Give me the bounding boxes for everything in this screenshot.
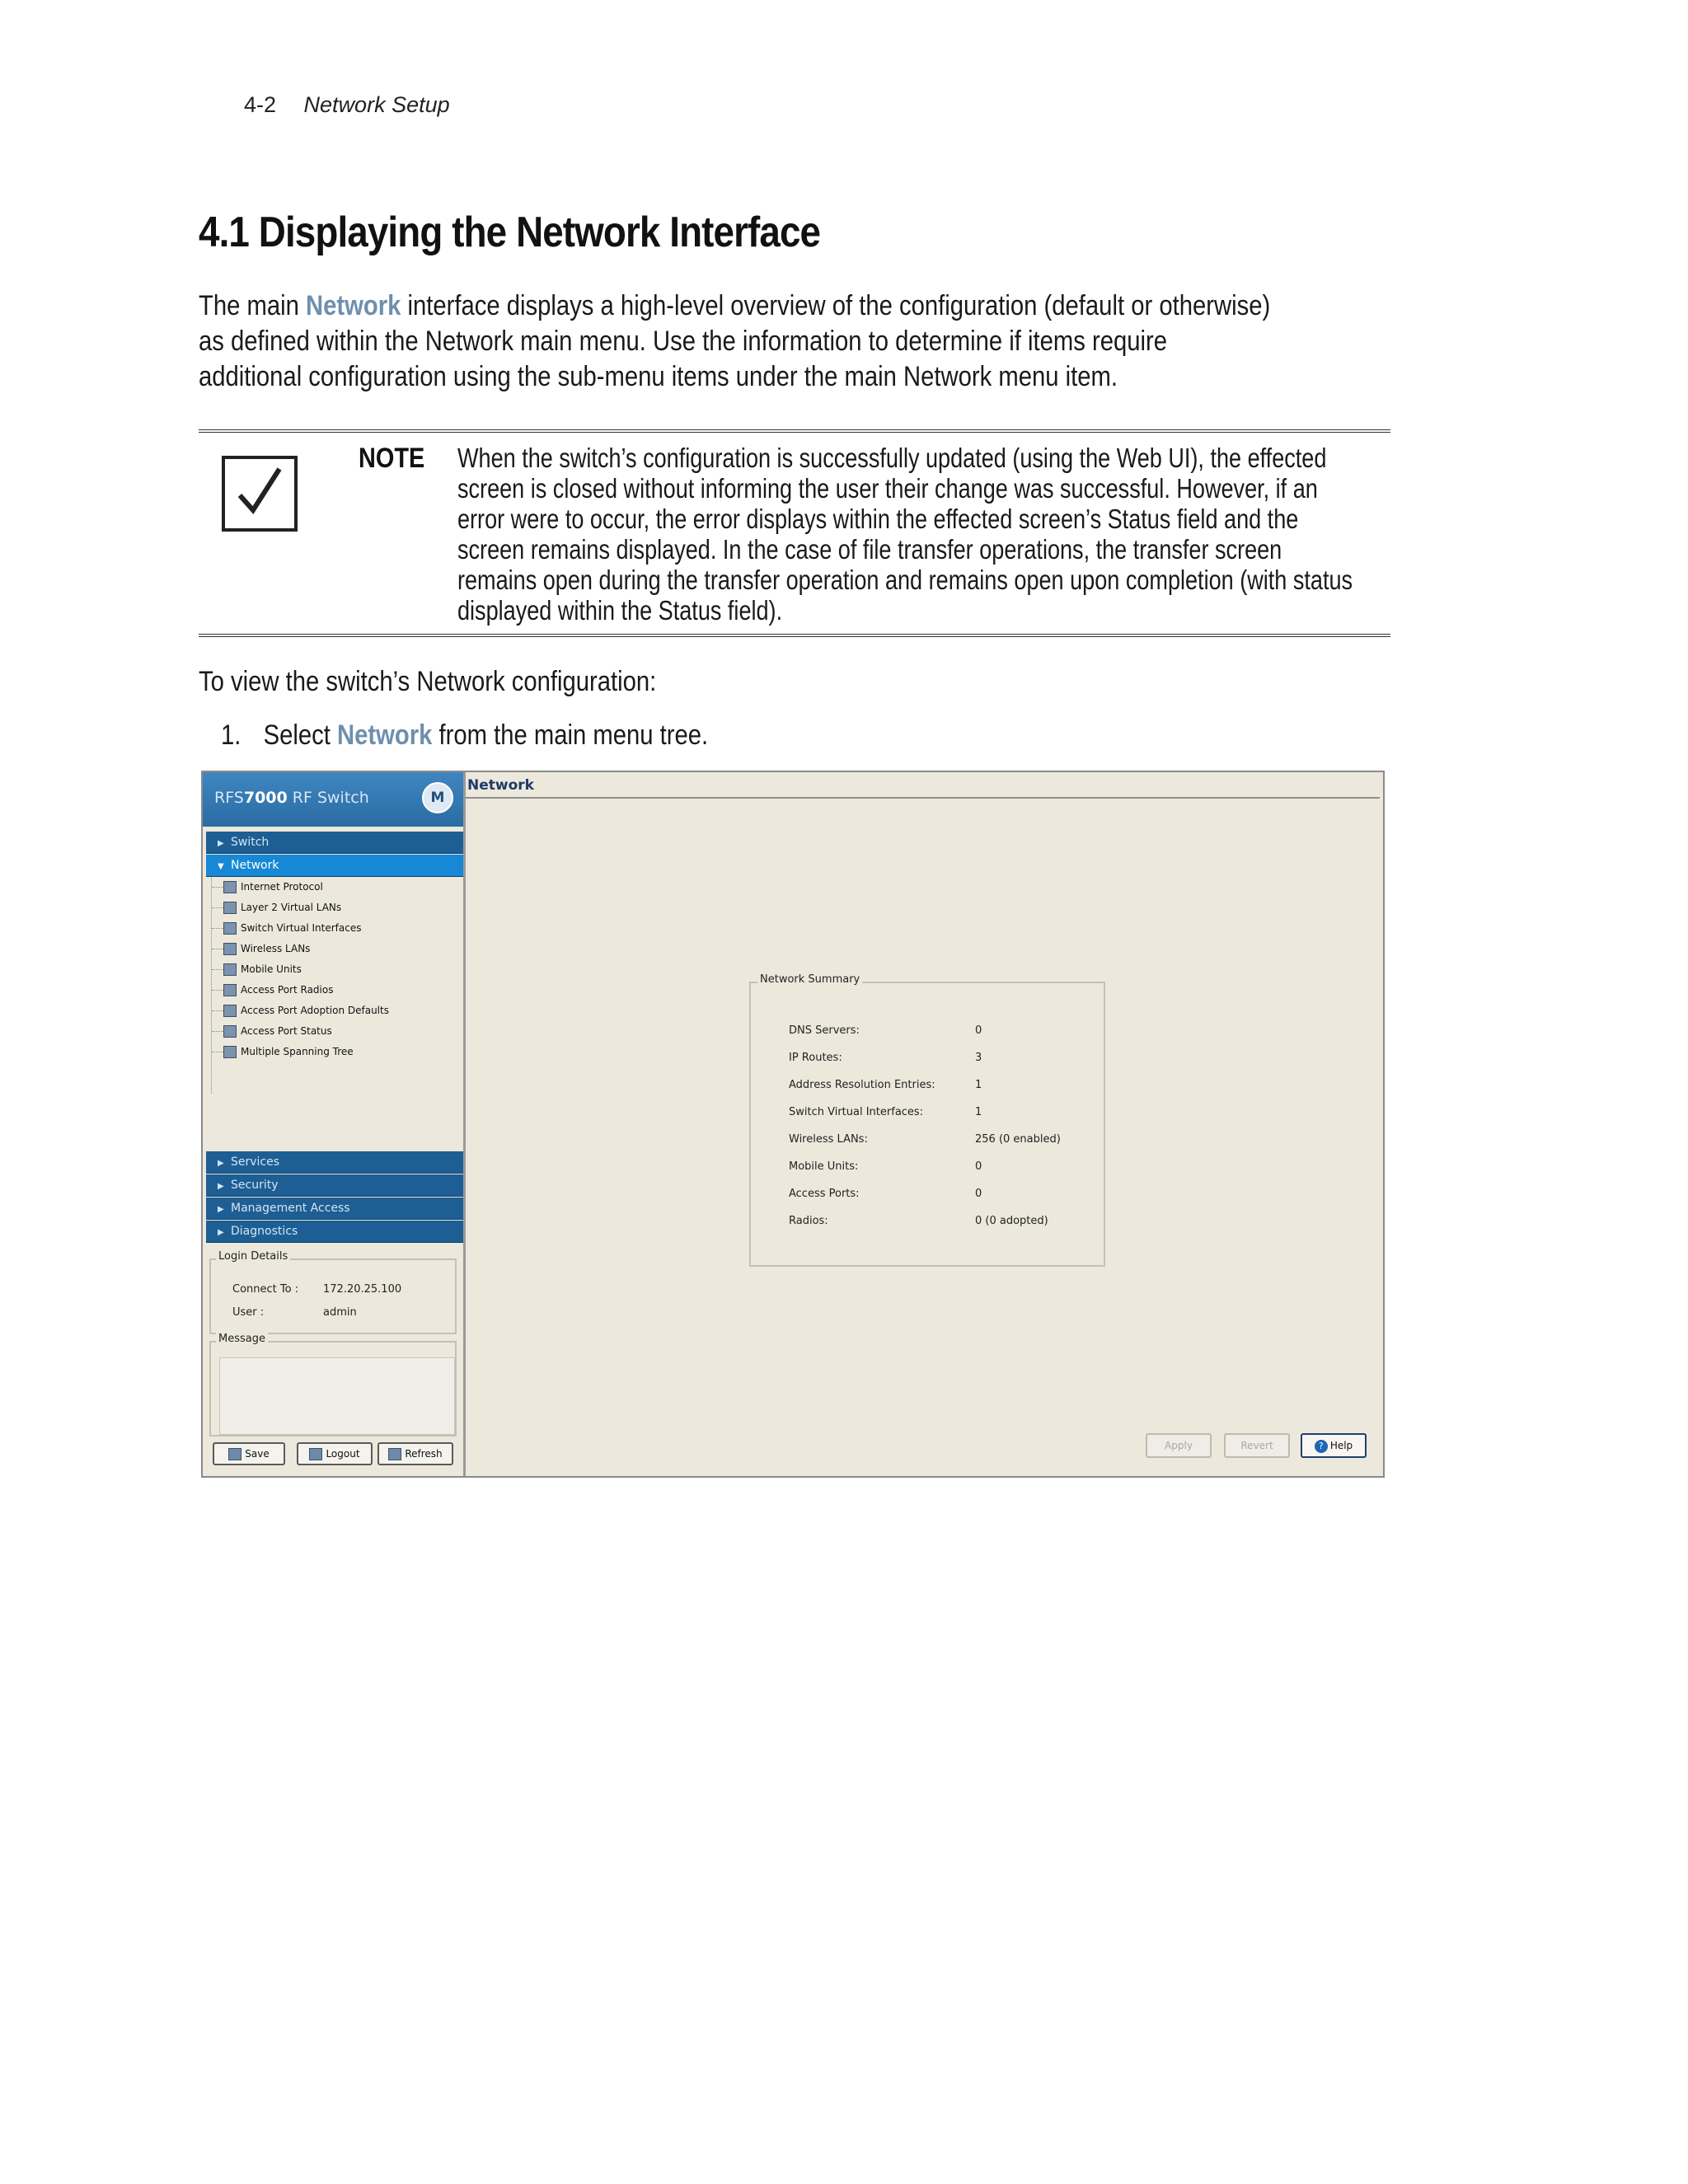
tree-item-svi[interactable] (212, 919, 362, 937)
connect-to-label: Connect To : (232, 1283, 299, 1296)
summary-value: 0 (0 adopted) (975, 1215, 1048, 1227)
login-details-group (209, 1250, 457, 1334)
tree-label: Access Port Status (241, 1025, 332, 1037)
running-header (244, 92, 450, 118)
intro-keyword: Network (306, 290, 401, 321)
adoption-icon (223, 1005, 237, 1017)
note-box (199, 429, 1390, 637)
revert-button[interactable]: Revert (1224, 1433, 1290, 1458)
logout-icon (309, 1448, 322, 1460)
vlan-icon (223, 902, 237, 914)
intro-suffix: interface displays a high-level overview of the configuration (default or otherwise) as defined within the Network main menu. Use the information to determine if items require additional configuration using the sub-menu items under the main Network menu item. (199, 290, 1271, 392)
brand-model: 7000 (243, 789, 288, 807)
expand-arrow-icon: ▶ (218, 1205, 224, 1214)
nav-label: Network (231, 859, 279, 872)
message-title: Message (216, 1333, 268, 1345)
login-details-title: Login Details (216, 1250, 290, 1263)
summary-value: 0 (975, 1188, 982, 1200)
tree-item-vlans[interactable] (212, 898, 341, 916)
tree-branch (212, 969, 223, 970)
summary-label: Wireless LANs: (789, 1133, 868, 1146)
summary-label: DNS Servers: (789, 1024, 860, 1037)
nav-item-switch[interactable] (206, 832, 463, 854)
tree-label: Switch Virtual Interfaces (241, 922, 362, 934)
nav-label: Management Access (231, 1202, 350, 1215)
network-tree (211, 878, 459, 1094)
user-label: User : (232, 1306, 265, 1319)
summary-value: 0 (975, 1024, 982, 1037)
refresh-button[interactable] (377, 1442, 453, 1465)
brand-suffix: RF Switch (287, 789, 369, 807)
nav-label: Diagnostics (231, 1225, 298, 1238)
tree-item-ap-status[interactable] (212, 1022, 332, 1040)
save-button[interactable] (213, 1442, 285, 1465)
expand-arrow-icon: ▶ (218, 1182, 224, 1191)
collapse-arrow-icon: ▼ (218, 862, 224, 871)
interface-icon (223, 922, 237, 935)
brand-prefix: RFS (214, 789, 244, 807)
summary-label: Radios: (789, 1215, 828, 1227)
tree-label: Access Port Radios (241, 984, 334, 996)
nav-item-diagnostics[interactable] (206, 1221, 463, 1243)
sidebar (203, 772, 466, 1476)
tree-item-mst[interactable] (212, 1043, 354, 1061)
tree-branch (212, 1031, 223, 1032)
expand-arrow-icon: ▶ (218, 1228, 224, 1237)
tree-item-ap-adoption-defaults[interactable] (212, 1001, 389, 1019)
tree-item-mobile-units[interactable] (212, 960, 302, 978)
tree-item-wlans[interactable] (212, 940, 310, 958)
summary-value: 0 (975, 1160, 982, 1173)
intro-paragraph (199, 288, 1276, 395)
tree-label: Internet Protocol (241, 881, 323, 893)
note-text: When the switch’s configuration is successfully updated (using the Web UI), the effected screen is closed without informing the user their change was successful. However, if an error were to occur, the error displays within the effected screen’s Status field and the screen remains displayed. In the case of file transfer operations, the transfer screen remains open during the transfer operation and remains open upon completion (with status displayed within the Status field). (457, 443, 1353, 626)
network-icon (223, 881, 237, 893)
logout-label: Logout (326, 1448, 360, 1460)
tree-item-internet-protocol[interactable] (212, 878, 323, 896)
running-section-name: Network Setup (303, 92, 450, 117)
user-value: admin (323, 1306, 357, 1319)
nav-label: Services (231, 1155, 280, 1169)
refresh-label: Refresh (405, 1448, 443, 1460)
expand-arrow-icon: ▶ (218, 839, 224, 848)
status-icon (223, 1025, 237, 1038)
summary-label: Mobile Units: (789, 1160, 859, 1173)
instruction-text: To view the switch’s Network configuration: (199, 666, 657, 697)
save-icon (228, 1448, 241, 1460)
tree-branch (212, 1010, 223, 1011)
refresh-icon (388, 1448, 401, 1460)
motorola-logo-icon: M (422, 782, 453, 813)
antenna-icon (223, 984, 237, 996)
checkmark-icon (222, 456, 298, 532)
summary-label: Access Ports: (789, 1188, 860, 1200)
summary-label: Address Resolution Entries: (789, 1079, 935, 1091)
intro-prefix: The main (199, 290, 307, 321)
tree-label: Layer 2 Virtual LANs (241, 902, 342, 913)
step-prefix: Select (263, 719, 337, 751)
network-summary-group (749, 973, 1105, 1267)
step-suffix: from the main menu tree. (432, 719, 709, 751)
brand-bar (203, 772, 463, 827)
tree-branch (212, 990, 223, 991)
step-number: 1. (221, 719, 241, 751)
nav-label: Switch (231, 836, 270, 849)
help-label: Help (1329, 1440, 1353, 1451)
tree-item-ap-radios[interactable] (212, 981, 333, 999)
apply-button[interactable]: Apply (1146, 1433, 1212, 1458)
mobile-unit-icon (223, 963, 237, 976)
tree-label: Access Port Adoption Defaults (241, 1005, 389, 1016)
tree-label: Wireless LANs (241, 943, 311, 954)
summary-value: 256 (0 enabled) (975, 1133, 1061, 1146)
summary-value: 3 (975, 1052, 982, 1064)
step-1 (221, 719, 708, 752)
main-pane (466, 772, 1383, 1476)
connect-to-value: 172.20.25.100 (323, 1283, 402, 1296)
nav-item-security[interactable] (206, 1174, 463, 1197)
page-number: 4-2 (244, 92, 277, 117)
message-area (219, 1357, 455, 1435)
help-icon: ? (1315, 1440, 1328, 1453)
pane-title-rule (466, 797, 1380, 799)
tree-branch (212, 907, 223, 908)
section-title: 4.1 Displaying the Network Interface (199, 209, 821, 256)
summary-value: 1 (975, 1106, 982, 1118)
expand-arrow-icon: ▶ (218, 1159, 224, 1168)
spanning-tree-icon (223, 1046, 237, 1058)
help-button[interactable] (1301, 1433, 1367, 1458)
tree-label: Multiple Spanning Tree (241, 1046, 354, 1057)
wireless-icon (223, 943, 237, 955)
message-group (209, 1333, 457, 1436)
network-summary-title: Network Summary (757, 973, 862, 986)
summary-label: IP Routes: (789, 1052, 842, 1064)
tree-branch (212, 887, 223, 888)
summary-value: 1 (975, 1079, 982, 1091)
step-keyword: Network (336, 719, 433, 751)
pane-title: Network (467, 777, 534, 794)
logout-button[interactable] (297, 1442, 373, 1465)
summary-label: Switch Virtual Interfaces: (789, 1106, 924, 1118)
nav-item-network[interactable] (206, 855, 463, 877)
network-screenshot (201, 771, 1385, 1478)
nav-item-management-access[interactable] (206, 1197, 463, 1220)
save-label: Save (245, 1448, 270, 1460)
nav-item-services[interactable] (206, 1151, 463, 1174)
nav-label: Security (231, 1179, 279, 1192)
tree-branch (212, 928, 223, 929)
tree-label: Mobile Units (241, 963, 302, 975)
note-label: NOTE (359, 443, 425, 474)
brand-title (214, 789, 369, 807)
